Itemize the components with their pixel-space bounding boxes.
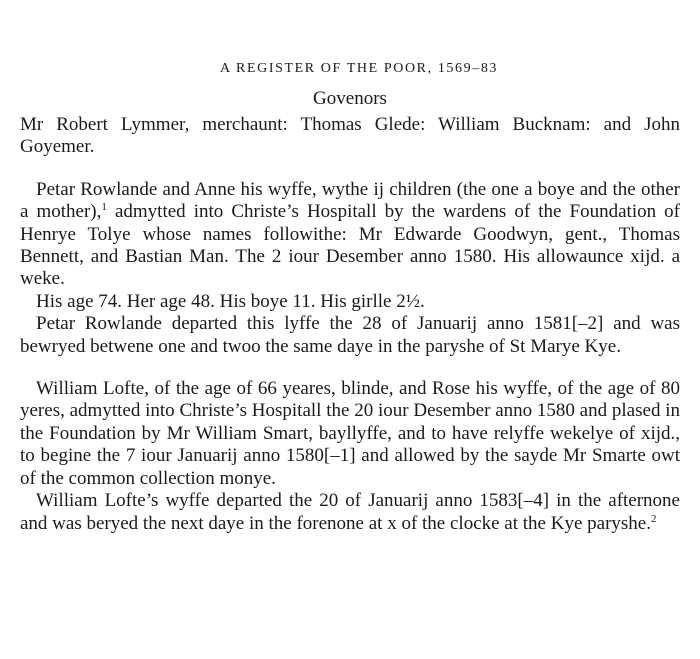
section-heading: Govenors (313, 88, 387, 109)
entry-rowlande-admission (20, 179, 680, 291)
entry-rowlande (20, 179, 680, 358)
entry-rowlande-death: Petar Rowlande departed this lyffe the 28 of Januarij anno 1581[–2] and was bewryed betwene one and twoo the same daye in the paryshe of St Marye Kye. (20, 313, 680, 357)
entry-lofte (20, 378, 680, 535)
footnote-marker-1: 1 (101, 201, 107, 214)
entry-rowlande-text-a: Petar Rowlande and Anne his wyffe, wythe ij children (the one a boye and the other a mother), (20, 178, 680, 223)
entry-lofte-admission: William Lofte, of the age of 66 yeares, blinde, and Rose his wyffe, of the age of 80 yeres, admytted into Christe’s Hospitall the 20 iour Desember anno 1580 and plased in the Foundation by Mr William Smart, bayllyffe, and to have relyffe wekelye of xijd., to begine the 7 iour Januarij anno 1580[–1] and allowed by the sayde Mr Smarte owt of the common collection monye. (20, 378, 680, 489)
entry-lofte-death (20, 490, 680, 535)
footnote-marker-2: 2 (650, 512, 657, 525)
entry-lofte-death-text: William Lofte’s wyffe departed the 20 of Januarij anno 1583[–4] in the afternone and was beryed the next daye in the forenone at x of the clocke at the Kye paryshe. (20, 490, 680, 534)
entry-rowlande-ages: His age 74. Her age 48. His boye 11. His girlle 2½. (36, 290, 425, 312)
entry-rowlande-text-b: admytted into Christe’s Hospitall by the wardens of the Foundation of Henrye Tolye whose names followithe: Mr Edwarde Goodwyn, gent., Thomas Bennett, and Bastian Man. The 2 iour Desember anno 1580. His allowaunce xijd. a weke. (20, 201, 680, 290)
governors-list: Mr Robert Lymmer, merchaunt: Thomas Glede: William Bucknam: and John Goyemer. (20, 114, 680, 158)
document-page (20, 60, 680, 535)
running-head: A REGISTER OF THE POOR, 1569–83 (219, 61, 499, 76)
